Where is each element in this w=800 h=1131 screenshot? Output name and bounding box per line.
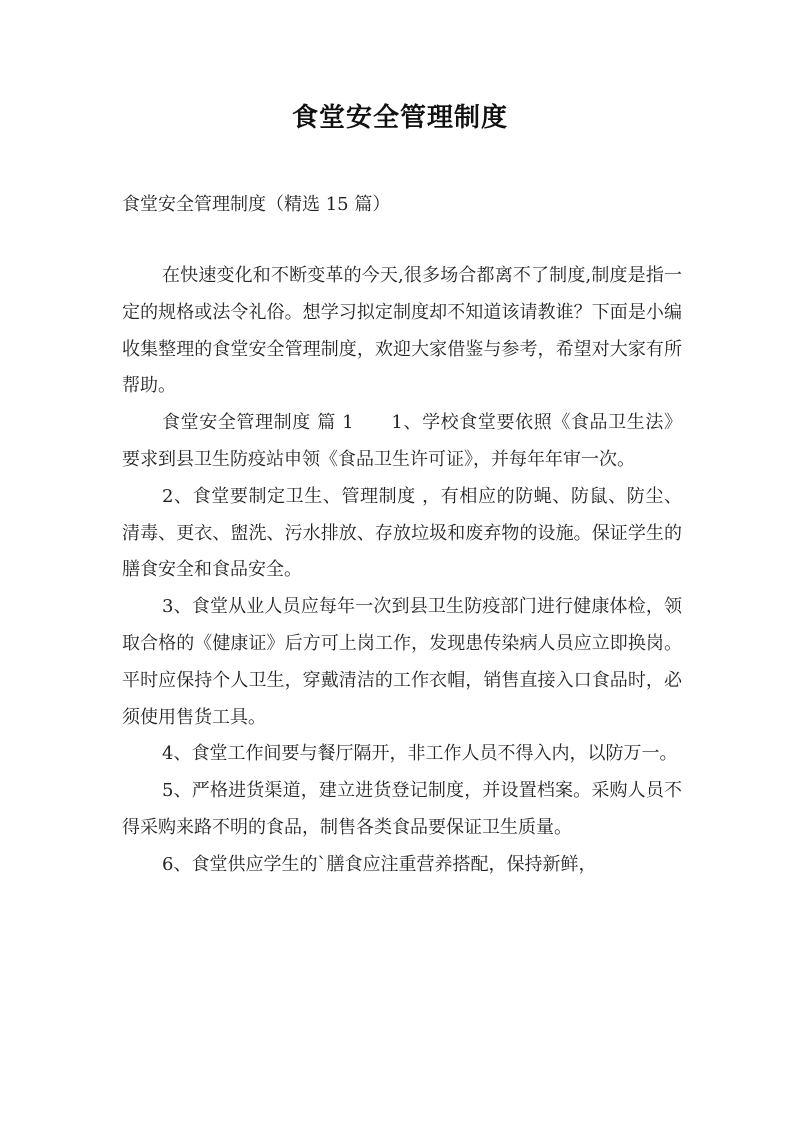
document-title: 食堂安全管理制度: [291, 103, 508, 133]
paragraph-item-6: 6、食堂供应学生的`膳食应注重营养搭配，保持新鲜，: [162, 853, 597, 875]
paragraph-item-2: 2、食堂要制定卫生、管理制度 ，有相应的防蝇、防鼠、防尘、清毒、更衣、盥洗、污水排放、存放垃圾和废弃物的设施。保证学生的膳食安全和食品安全。: [122, 485, 682, 581]
paragraph-item-3: 3、食堂从业人员应每年一次到县卫生防疫部门进行健康体检，领取合格的《健康证》后方可上岗工作，发现患传染病人员应立即换岗。平时应保持个人卫生，穿戴清洁的工作衣帽，销售直接入口食品时，必须使用售货工具。: [122, 596, 682, 728]
paragraph-item-4: 4、食堂工作间要与餐厅隔开，非工作人员不得入内，以防万一。: [162, 743, 678, 765]
paragraph-item-5: 5、严格进货渠道，建立进货登记制度，并设置档案。采购人员不得采购来路不明的食品，制售各类食品要保证卫生质量。: [122, 780, 682, 838]
document-subtitle: 食堂安全管理制度（精选 15 篇）: [122, 194, 391, 215]
paragraph-item-1: 食堂安全管理制度 篇 1 1、学校食堂要依照《食品卫生法》要求到县卫生防疫站申领《食品卫生许可证》，并每年年审一次。: [122, 412, 682, 470]
document-body: [122, 258, 682, 884]
intro-paragraph: 在快速变化和不断变革的今天,很多场合都离不了制度,制度是指一定的规格或法令礼俗。想学习拟定制度却不知道该请教谁？下面是小编收集整理的食堂安全管理制度，欢迎大家借鉴与参考，希望对大家有所帮助。: [122, 265, 682, 397]
